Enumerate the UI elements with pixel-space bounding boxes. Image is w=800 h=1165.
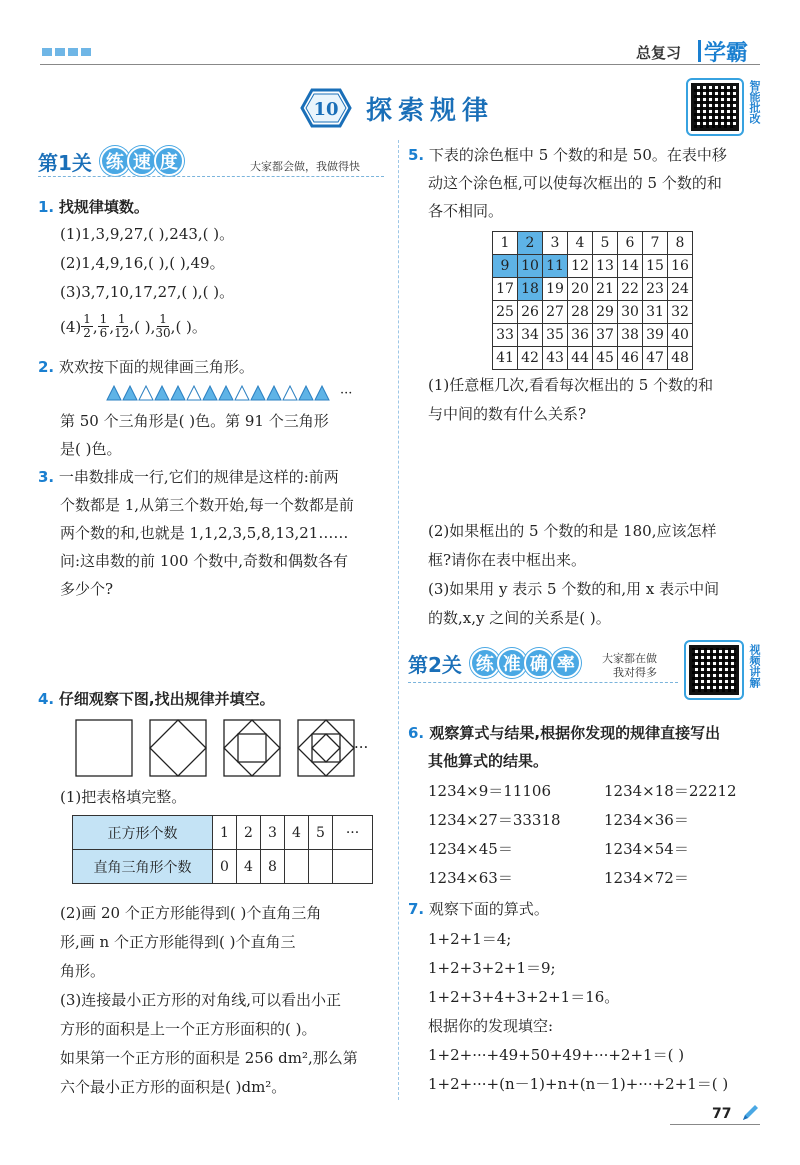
table-row: [493, 347, 693, 370]
grid-cell: 8: [668, 232, 693, 255]
table-row: [493, 301, 693, 324]
section2-bubble-2: 准: [497, 648, 527, 678]
q4-square-figures: [74, 718, 374, 780]
q2-ellipsis: ···: [340, 386, 353, 401]
q4-title: 仔细观察下图,找出规律并填空。: [58, 690, 275, 708]
q1-line1: (1)1,3,9,27,( ),243,( )。: [60, 225, 235, 243]
section2-header: [408, 648, 578, 678]
table-row: [493, 255, 693, 278]
q1-frac-2: 1 6: [99, 312, 108, 340]
q6-line1: 6. 观察算式与结果,根据你发现的规律直接写出: [408, 724, 721, 742]
header-rule: [40, 64, 760, 65]
grid-cell: 27: [543, 301, 568, 324]
grid-cell: 22: [618, 278, 643, 301]
q2-title: 欢欢按下面的规律画三角形。: [58, 358, 254, 376]
qr-note-grading: 智能批改: [748, 80, 761, 124]
q4-part3-line1: (3)连接最小正方形的对角线,可以看出小正: [60, 991, 342, 1009]
q1-frac-4: 1 30: [155, 312, 171, 340]
grid-cell: 39: [643, 324, 668, 347]
header-decoration: [42, 48, 91, 56]
grid-cell-highlighted: 9: [493, 255, 518, 278]
q1-line4: (4) 1 2 , 1 6 , 1 12 ,( ), 1 30 ,( )。: [60, 312, 207, 340]
grid-cell: 42: [518, 347, 543, 370]
topic-number-badge: [300, 88, 352, 128]
grid-cell: 44: [568, 347, 593, 370]
section2-label: 第2关: [408, 652, 462, 677]
q1-frac-1: 1 2: [83, 312, 91, 340]
grid-cell: 29: [593, 301, 618, 324]
q3-line3: 两个数的和,也就是 1,1,2,3,5,8,13,21……: [60, 524, 349, 542]
q5-line3: 各不相同。: [428, 202, 504, 220]
q5-line1: 5. 下表的涂色框中 5 个数的和是 50。在表中移: [408, 146, 727, 164]
pencil-icon: [740, 1104, 760, 1122]
q1-line3: (3)3,7,10,17,27,( ),( )。: [60, 283, 235, 301]
grid-cell: 25: [493, 301, 518, 324]
q7-eq2: 1+2+3+2+1＝9;: [428, 959, 556, 977]
qr-note-video: 视频讲解: [748, 644, 761, 688]
section1-bubble-1: 练: [100, 146, 130, 176]
q4-row2-head: 直角三角形个数: [73, 850, 213, 884]
q7-eq1: 1+2+1＝4;: [428, 930, 512, 948]
q4-part2-line3: 角形。: [60, 962, 106, 980]
header-section: 总复习: [636, 44, 682, 62]
qr-code-video[interactable]: [684, 640, 744, 700]
q6-eq-4b: 1234×72＝: [604, 869, 689, 887]
q5-part2-line1: (2)如果框出的 5 个数的和是 180,应该怎样: [428, 522, 717, 540]
grid-cell: 26: [518, 301, 543, 324]
q3-line5: 多少个?: [60, 580, 114, 598]
grid-cell: 40: [668, 324, 693, 347]
grid-cell: 19: [543, 278, 568, 301]
q5-number-grid: [492, 231, 693, 370]
q4-part3-line4: 六个最小正方形的面积是( )dm²。: [60, 1078, 287, 1096]
q7-fill1: 1+2+···+49+50+49+···+2+1＝( ): [428, 1046, 685, 1064]
q6-eq-3b: 1234×54＝: [604, 840, 689, 858]
q4-blank[interactable]: [333, 850, 373, 884]
q4-table: [72, 815, 373, 884]
q6-eq-4a: 1234×63＝: [428, 869, 513, 887]
grid-cell-highlighted: 18: [518, 278, 543, 301]
grid-cell-highlighted: 11: [543, 255, 568, 278]
grid-cell: 12: [568, 255, 593, 278]
q7-title: 观察下面的算式。: [428, 900, 549, 918]
q6-line2: 其他算式的结果。: [428, 752, 549, 770]
q3-line1: 3. 一串数排成一行,它们的规律是这样的:前两: [38, 468, 339, 486]
q5-number: 5.: [408, 146, 425, 164]
q2-line2: 是( )色。: [60, 440, 122, 458]
topic-title: 探索规律: [366, 96, 495, 126]
q1-heading: [38, 196, 149, 218]
grid-cell: 36: [568, 324, 593, 347]
q3-line4: 问:这串数的前 100 个数中,奇数和偶数各有: [60, 552, 348, 570]
grid-cell: 32: [668, 301, 693, 324]
q5-part3-line2: 的数,x,y 之间的关系是( )。: [428, 609, 611, 627]
grid-cell: 34: [518, 324, 543, 347]
q4-ellipsis: ···: [354, 738, 369, 756]
qr-code-grading[interactable]: [686, 78, 744, 136]
q1-line2: (2)1,4,9,16,( ),( ),49。: [60, 254, 225, 272]
q4-part2-line2: 形,画 n 个正方形能得到( )个直角三: [60, 933, 296, 951]
grid-cell: 4: [568, 232, 593, 255]
q4-heading: [38, 688, 275, 710]
q5-part1-line2: 与中间的数有什么关系?: [428, 405, 587, 423]
section2-bubble-4: 率: [551, 648, 581, 678]
section2-underline: [408, 682, 678, 683]
section2-bubble-3: 确: [524, 648, 554, 678]
section1-underline: [38, 176, 384, 177]
grid-cell: 16: [668, 255, 693, 278]
grid-cell: 23: [643, 278, 668, 301]
grid-cell: 15: [643, 255, 668, 278]
header-brand: 学霸: [704, 41, 749, 66]
grid-cell: 31: [643, 301, 668, 324]
table-row: 直角三角形个数 0 4 8: [73, 850, 373, 884]
q6-eq-2a: 1234×27＝33318: [428, 811, 561, 829]
q6-number: 6.: [408, 724, 425, 742]
grid-cell: 21: [593, 278, 618, 301]
section1-note: 大家都会做，我做得快: [250, 160, 360, 173]
grid-cell: 1: [493, 232, 518, 255]
grid-cell: 5: [593, 232, 618, 255]
section1-bubble-2: 速: [127, 146, 157, 176]
q5-line2: 动这个涂色框,可以使每次框出的 5 个数的和: [428, 174, 722, 192]
q4-blank[interactable]: [285, 850, 309, 884]
grid-cell-highlighted: 2: [518, 232, 543, 255]
grid-cell: 13: [593, 255, 618, 278]
q2-line1: 第 50 个三角形是( )色。第 91 个三角形: [60, 412, 329, 430]
q2-heading: [38, 356, 254, 378]
q6-eq-1a: 1234×9＝11106: [428, 782, 552, 800]
q1-frac-3: 1 12: [114, 312, 130, 340]
q1-title: 找规律填数。: [58, 198, 149, 216]
q2-triangles: [106, 385, 336, 401]
q3-number: 3.: [38, 468, 55, 486]
grid-cell: 48: [668, 347, 693, 370]
q2-triangle-row: [106, 385, 352, 401]
grid-cell: 3: [543, 232, 568, 255]
q6-eq-3a: 1234×45＝: [428, 840, 513, 858]
table-row: [493, 324, 693, 347]
grid-cell: 20: [568, 278, 593, 301]
table-row: 正方形个数 1 2 3 4 5 ···: [73, 816, 373, 850]
grid-cell: 24: [668, 278, 693, 301]
q5-part2-line2: 框?请你在表中框出来。: [428, 551, 587, 569]
grid-cell: 17: [493, 278, 518, 301]
grid-cell: 47: [643, 347, 668, 370]
q2-number: 2.: [38, 358, 55, 376]
q4-part3-line3: 如果第一个正方形的面积是 256 dm²,那么第: [60, 1049, 358, 1067]
grid-cell-highlighted: 10: [518, 255, 543, 278]
grid-cell: 46: [618, 347, 643, 370]
grid-cell: 7: [643, 232, 668, 255]
page-number: 77: [712, 1106, 732, 1122]
q3-line2: 个数都是 1,从第三个数开始,每一个数都是前: [60, 496, 354, 514]
q4-blank[interactable]: [309, 850, 333, 884]
section1-header: [38, 146, 181, 176]
section2-note: 大家都在做 我对得多: [602, 652, 657, 679]
header-bar: [698, 40, 701, 62]
grid-cell: 38: [618, 324, 643, 347]
q7-hint: 根据你的发现填空:: [428, 1017, 554, 1035]
grid-cell: 41: [493, 347, 518, 370]
section1-label: 第1关: [38, 150, 92, 175]
q4-row1-head: 正方形个数: [73, 816, 213, 850]
q1-number: 1.: [38, 198, 55, 216]
q4-part3-line2: 方形的面积是上一个正方形面积的( )。: [60, 1020, 317, 1038]
grid-cell: 35: [543, 324, 568, 347]
q5-part1-line1: (1)任意框几次,看看每次框出的 5 个数的和: [428, 376, 714, 394]
q7-eq3: 1+2+3+4+3+2+1＝16。: [428, 988, 620, 1006]
q5-part3-line1: (3)如果用 y 表示 5 个数的和,用 x 表示中间: [428, 580, 720, 598]
grid-cell: 6: [618, 232, 643, 255]
table-row: [493, 232, 693, 255]
section2-bubble-1: 练: [470, 648, 500, 678]
table-row: [493, 278, 693, 301]
q4-part1: (1)把表格填完整。: [60, 788, 187, 806]
q7-number: 7.: [408, 900, 425, 918]
section1-bubble-3: 度: [154, 146, 184, 176]
q4-part2-line1: (2)画 20 个正方形能得到( )个直角三角: [60, 904, 322, 922]
grid-cell: 14: [618, 255, 643, 278]
q7-heading: [408, 898, 549, 920]
grid-cell: 37: [593, 324, 618, 347]
q4-number: 4.: [38, 690, 55, 708]
q7-fill2: 1+2+···+(n－1)+n+(n－1)+···+2+1＝( ): [428, 1075, 729, 1093]
grid-cell: 43: [543, 347, 568, 370]
q6-eq-1b: 1234×18＝22212: [604, 782, 737, 800]
column-divider: [398, 140, 399, 1100]
grid-cell: 30: [618, 301, 643, 324]
footer-rule: [670, 1124, 760, 1125]
q6-eq-2b: 1234×36＝: [604, 811, 689, 829]
topic-number: 10: [313, 99, 339, 120]
grid-cell: 28: [568, 301, 593, 324]
grid-cell: 33: [493, 324, 518, 347]
grid-cell: 45: [593, 347, 618, 370]
